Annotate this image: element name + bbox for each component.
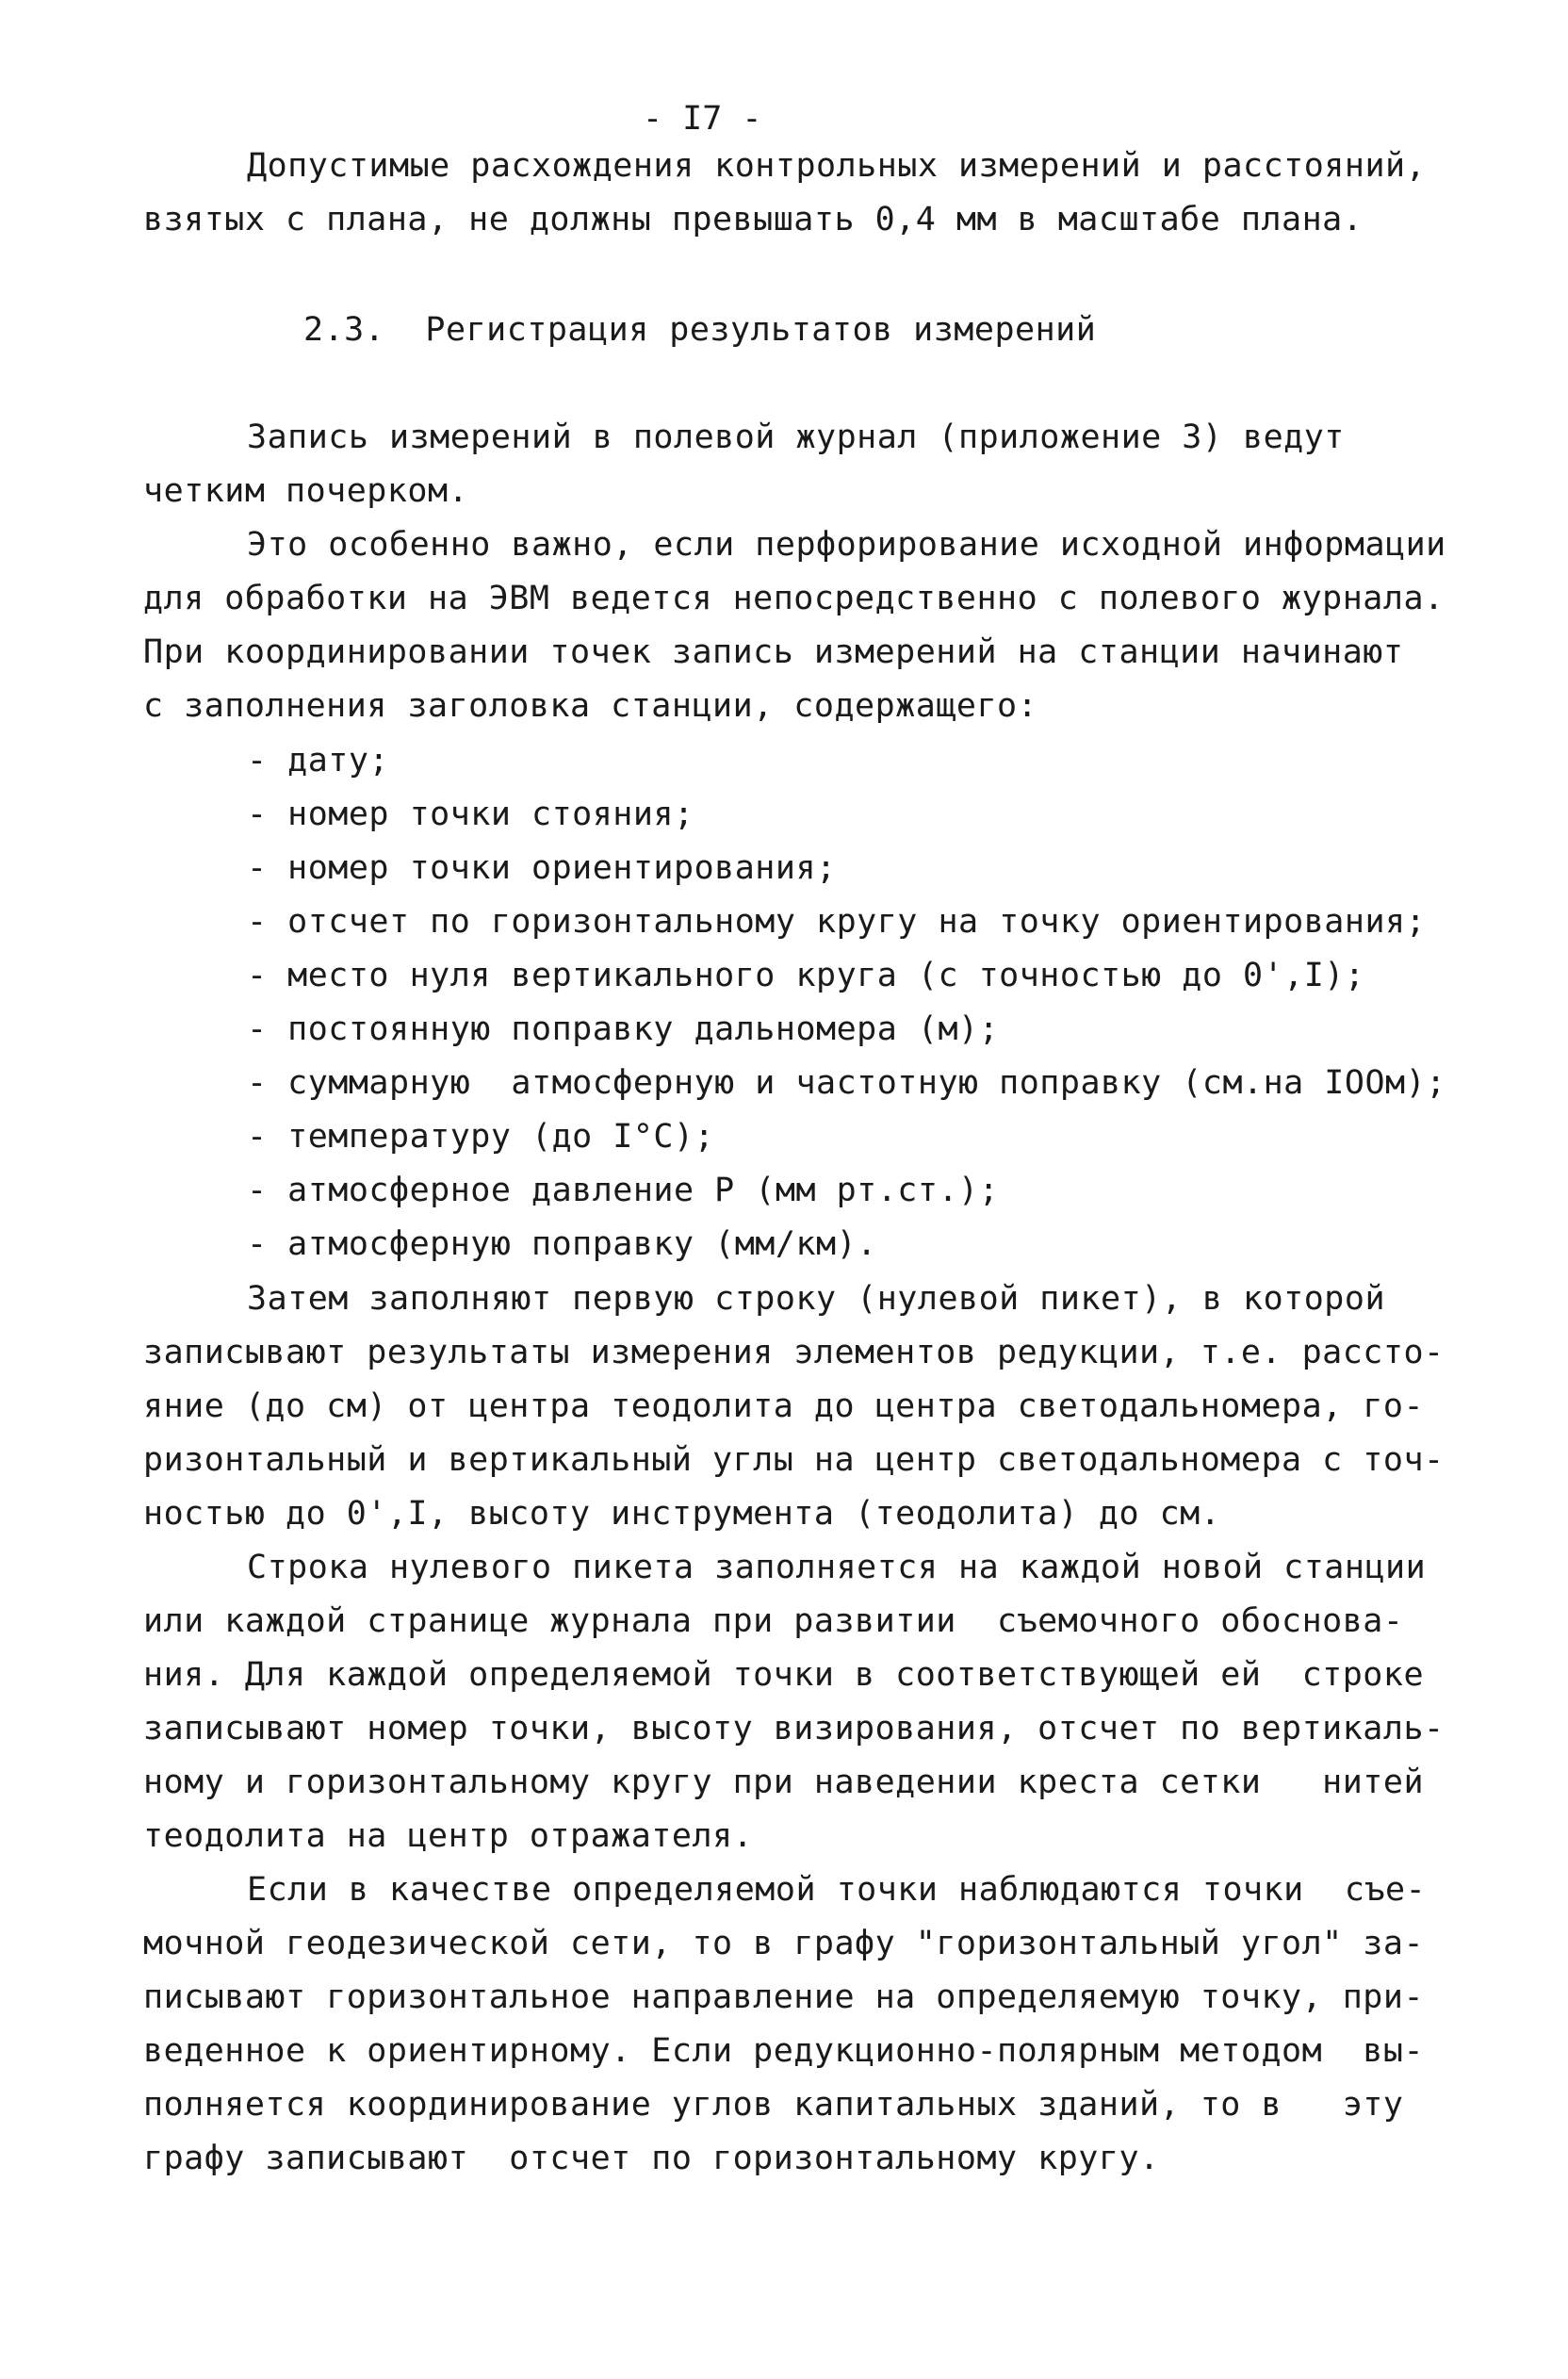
paragraph-line: Допустимые расхождения контрольных измерений и расстояний, — [247, 147, 1427, 185]
list-item: - атмосферное давление P (мм рт.ст.); — [247, 1172, 1000, 1209]
paragraph-line: Если в качестве определяемой точки наблюдаются точки съе- — [247, 1871, 1427, 1909]
paragraph-line: графу записывают отсчет по горизонтальному кругу. — [143, 2140, 1160, 2177]
paragraph-line: для обработки на ЭВМ ведется непосредственно с полевого журнала. — [143, 580, 1445, 617]
paragraph-line: яние (до см) от центра теодолита до центра светодальномера, го- — [143, 1387, 1425, 1425]
list-item: - температуру (до I°C); — [247, 1118, 715, 1156]
page-number: - I7 - — [643, 100, 762, 138]
paragraph-line: полняется координирование углов капитальных зданий, то в эту — [143, 2086, 1404, 2124]
section-heading: 2.3. Регистрация результатов измерений — [303, 311, 1097, 349]
paragraph-line: Строка нулевого пикета заполняется на каждой новой станции — [247, 1549, 1427, 1586]
paragraph-line: При координировании точек запись измерений на станции начинают — [143, 633, 1404, 671]
paragraph-line: с заполнения заголовка станции, содержащего: — [143, 687, 1038, 725]
paragraph-line: ному и горизонтальному кругу при наведении креста сетки нитей — [143, 1764, 1425, 1801]
list-item: - номер точки ориентирования; — [247, 849, 837, 887]
list-item: - отсчет по горизонтальному кругу на точку ориентирования; — [247, 903, 1427, 941]
paragraph-line: Запись измерений в полевой журнал (приложение 3) ведут — [247, 418, 1345, 456]
list-item: - атмосферную поправку (мм/км). — [247, 1225, 877, 1263]
list-item: - номер точки стояния; — [247, 796, 694, 833]
paragraph-line: писывают горизонтальное направление на определяемую точку, при- — [143, 1978, 1425, 2016]
paragraph-line: ризонтальный и вертикальный углы на центр светодальномера с точ- — [143, 1441, 1445, 1479]
paragraph-line: Затем заполняют первую строку (нулевой пикет), в которой — [247, 1280, 1386, 1318]
paragraph-line: теодолита на центр отражателя. — [143, 1817, 754, 1855]
paragraph-line: Это особенно важно, если перфорирование исходной информации — [247, 526, 1446, 564]
paragraph-line: или каждой странице журнала при развитии съемочного обоснова- — [143, 1602, 1404, 1640]
paragraph-line: записывают номер точки, высоту визирования, отсчет по вертикаль- — [143, 1710, 1445, 1747]
paragraph-line: ностью до 0',I, высоту инструмента (теодолита) до см. — [143, 1495, 1221, 1533]
list-item: - дату; — [247, 742, 390, 779]
list-item: - суммарную атмосферную и частотную поправку (см.на IOOм); — [247, 1064, 1446, 1102]
paragraph-line: веденное к ориентирному. Если редукционно-полярным методом вы- — [143, 2032, 1425, 2070]
paragraph-line: записывают результаты измерения элементов редукции, т.е. рассто- — [143, 1334, 1445, 1371]
paragraph-line: мочной геодезической сети, то в графу "горизонтальный угол" за- — [143, 1925, 1425, 1962]
list-item: - постоянную поправку дальномера (м); — [247, 1010, 1000, 1048]
paragraph-line: четким почерком. — [143, 472, 469, 510]
paragraph-line: взятых с плана, не должны превышать 0,4 мм в масштабе плана. — [143, 201, 1364, 238]
list-item: - место нуля вертикального круга (с точностью до 0',I); — [247, 957, 1365, 994]
paragraph-line: ния. Для каждой определяемой точки в соответствующей ей строке — [143, 1656, 1425, 1694]
